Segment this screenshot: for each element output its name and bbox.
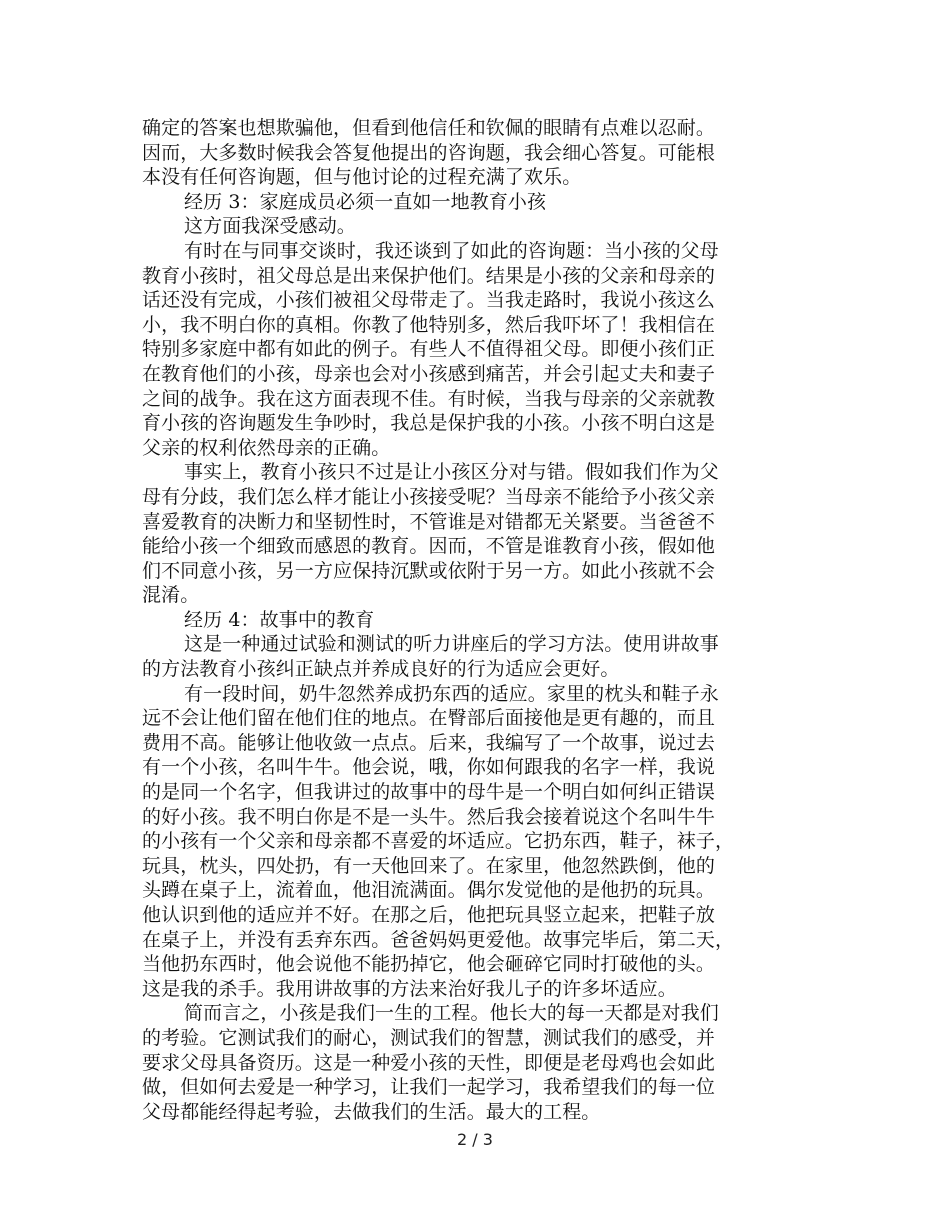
text-line: 确定的答案也想欺骗他，但看到他信任和钦佩的眼睛有点难以忍耐。 xyxy=(142,117,716,139)
text-line: 费用不高。能够让他收敛一点点。后来，我编写了一个故事，说过去 xyxy=(142,731,716,754)
text-line: 这方面我深受感动。 xyxy=(184,215,356,238)
text-line: 有时在与同事交谈时，我还谈到了如此的咨询题：当小孩的父母 xyxy=(184,239,719,262)
text-line: 之间的战争。我在这方面表现不佳。有时候，当我与母亲的父亲就教 xyxy=(142,387,716,410)
text-line: 本没有任何咨询题，但与他讨论的过程充满了欢乐。 xyxy=(142,166,582,189)
text-line: 这是我的杀手。我用讲故事的方法来治好我儿子的许多坏适应。 xyxy=(142,977,677,1000)
text-line: 的是同一个名字，但我讲过的故事中的母牛是一个明白如何纠正错误 xyxy=(142,781,716,804)
text-line: 这是一种通过试验和测试的听力讲座后的学习方法。使用讲故事 xyxy=(184,633,719,656)
text-line: 有一段时间，奶牛忽然养成扔东西的适应。家里的枕头和鞋子永 xyxy=(184,682,719,705)
text-line: 混淆。 xyxy=(142,584,200,607)
text-line: 经历 3：家庭成员必须一直如一地教育小孩 xyxy=(184,190,547,213)
text-line: 母有分歧，我们怎么样才能让小孩接受呢？当母亲不能给予小孩父亲 xyxy=(142,485,716,508)
text-line: 因而，大多数时候我会答复他提出的咨询题，我会细心答复。可能根 xyxy=(142,141,716,164)
text-line: 远不会让他们留在他们住的地点。在臀部后面接他是更有趣的，而且 xyxy=(142,707,716,730)
text-line: 特别多家庭中都有如此的例子。有些人不值得祖父母。即便小孩们正 xyxy=(142,338,716,361)
text-line: 话还没有完成，小孩们被祖父母带走了。当我走路时，我说小孩这么 xyxy=(142,289,716,312)
text-line: 能给小孩一个细致而感恩的教育。因而，不管是谁教育小孩，假如他 xyxy=(142,535,716,558)
text-line: 经历 4：故事中的教育 xyxy=(184,608,375,631)
text-line: 事实上，教育小孩只不过是让小孩区分对与错。假如我们作为父 xyxy=(184,461,719,484)
text-line: 在桌子上，并没有丢弃东西。爸爸妈妈更爱他。故事完毕后，第二天， xyxy=(142,928,735,951)
text-line: 的方法教育小孩纠正缺点并养成良好的行为适应会更好。 xyxy=(142,658,620,681)
text-line: 做，但如何去爱是一种学习，让我们一起学习，我希望我们的每一位 xyxy=(142,1076,716,1099)
text-line: 父亲的权利依然母亲的正确。 xyxy=(142,436,391,459)
text-line: 的考验。它测试我们的耐心，测试我们的智慧，测试我们的感受，并 xyxy=(142,1026,716,1049)
text-line: 简而言之，小孩是我们一生的工程。他长大的每一天都是对我们 xyxy=(184,1002,719,1025)
text-line: 他认识到他的适应并不好。在那之后，他把玩具竖立起来，把鞋子放 xyxy=(142,904,716,926)
text-line: 有一个小孩，名叫牛牛。他会说，哦，你如何跟我的名字一样，我说 xyxy=(142,756,716,779)
text-line: 的小孩有一个父亲和母亲都不喜爱的坏适应。它扔东西，鞋子，袜子， xyxy=(142,830,735,853)
text-line: 当他扔东西时，他会说他不能扔掉它，他会砸碎它同时打破他的头。 xyxy=(142,953,716,976)
text-line: 的好小孩。我不明白你是不是一头牛。然后我会接着说这个名叫牛牛 xyxy=(142,805,716,828)
text-line: 们不同意小孩，另一方应保持沉默或依附于另一方。如此小孩就不会 xyxy=(142,559,716,582)
page-number: 2 / 3 xyxy=(457,1130,493,1149)
text-line: 教育小孩时，祖父母总是出来保护他们。结果是小孩的父亲和母亲的 xyxy=(142,264,716,287)
document-body xyxy=(142,116,812,1124)
text-line: 父母都能经得起考验，去做我们的生活。最大的工程。 xyxy=(142,1100,601,1123)
text-line: 育小孩的咨询题发生争吵时，我总是保护我的小孩。小孩不明白这是 xyxy=(142,412,716,435)
text-line: 小，我不明白你的真相。你教了他特别多，然后我吓坏了！我相信在 xyxy=(142,313,716,336)
text-line: 喜爱教育的决断力和坚韧性时，不管谁是对错都无关紧要。当爸爸不 xyxy=(142,510,716,533)
text-line: 在教育他们的小孩，母亲也会对小孩感到痛苦，并会引起丈夫和妻子 xyxy=(142,362,716,385)
text-line: 玩具，枕头，四处扔，有一天他回来了。在家里，他忽然跌倒，他的 xyxy=(142,854,716,877)
text-line: 要求父母具备资历。这是一种爱小孩的天性，即便是老母鸡也会如此 xyxy=(142,1051,716,1074)
text-line: 头蹲在桌子上，流着血，他泪流满面。偶尔发觉他的是他扔的玩具。 xyxy=(142,879,716,902)
